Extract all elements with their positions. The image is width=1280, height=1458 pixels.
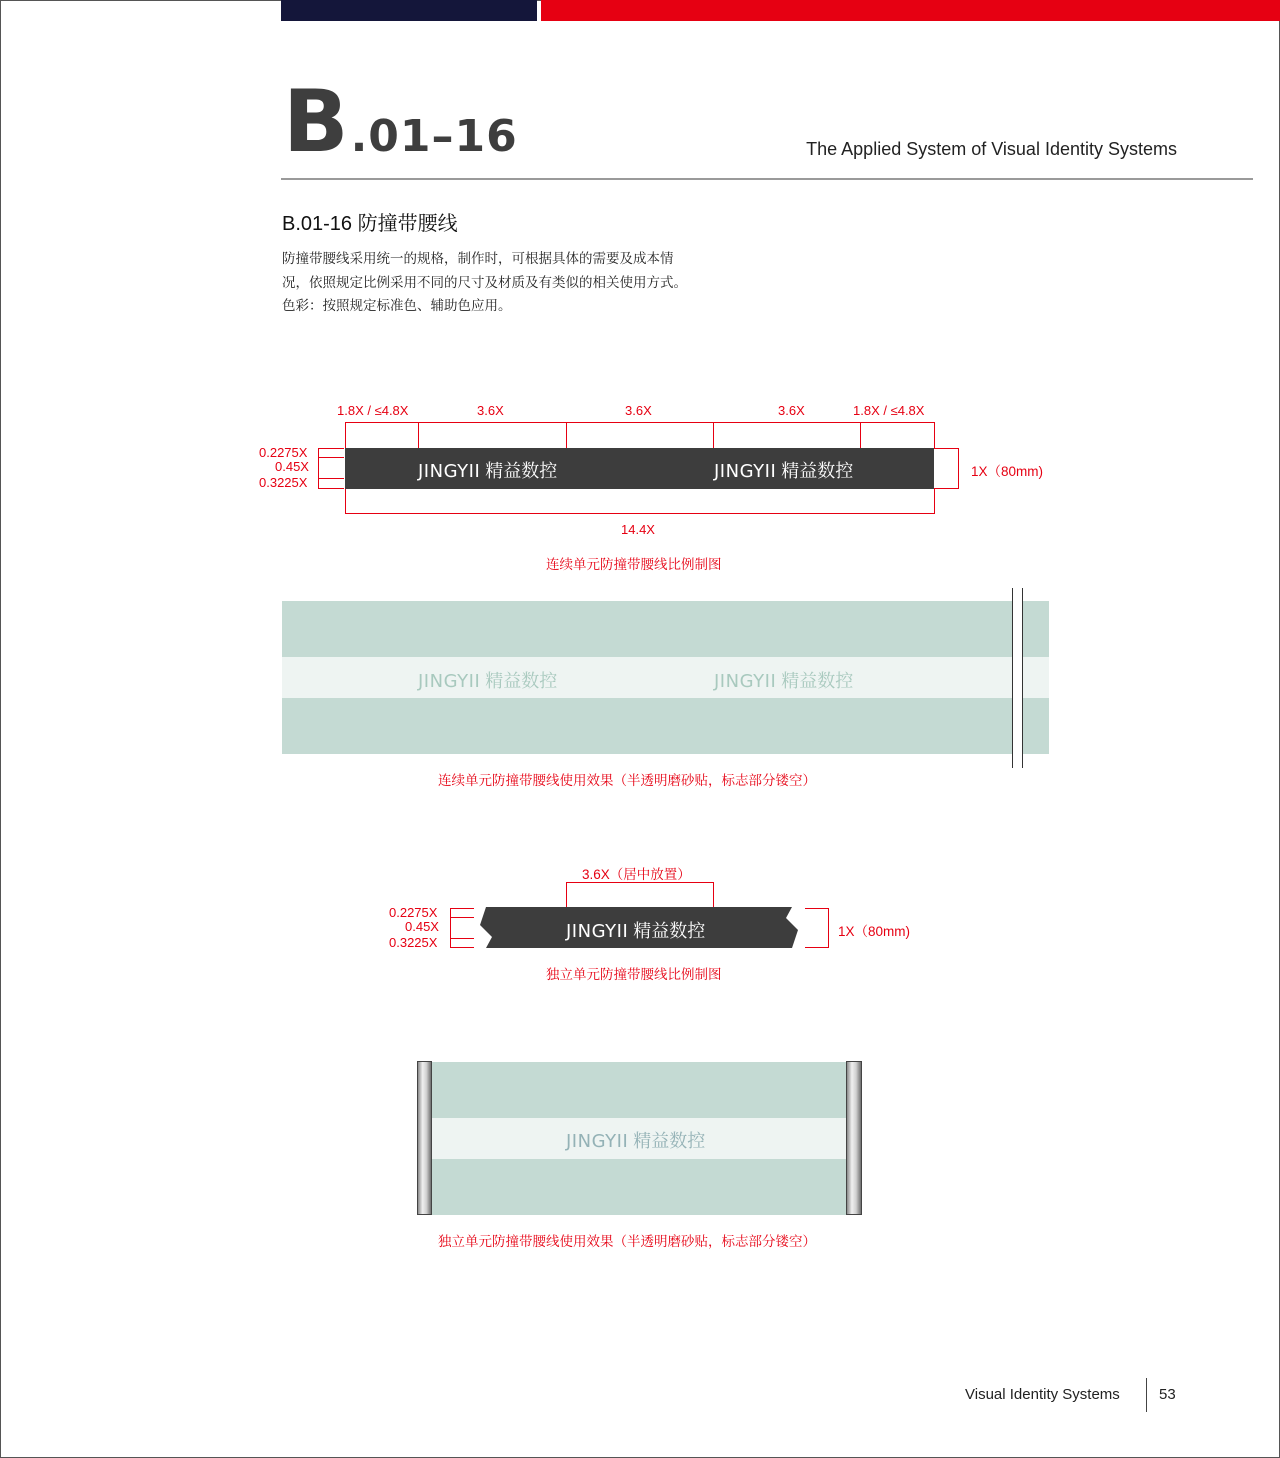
brand-logo: JINGYII 精益数控 bbox=[418, 461, 558, 482]
dim-tick bbox=[805, 947, 829, 948]
header-subtitle: The Applied System of Visual Identity Systems bbox=[806, 139, 1177, 159]
section-title: B.01-16 防撞带腰线 bbox=[282, 213, 458, 235]
dim-top-left: 1.8X / ≤4.8X bbox=[337, 403, 409, 418]
dim-tick bbox=[318, 448, 319, 489]
logo-dimension-bracket bbox=[566, 882, 714, 908]
description-line: 色彩：按照规定标准色、辅助色应用。 bbox=[282, 298, 512, 314]
dim-tick bbox=[958, 448, 959, 489]
dim-left-1: 0.2275X bbox=[389, 905, 438, 920]
dim-tick bbox=[450, 947, 474, 948]
dim-logo-width: 3.6X（居中放置） bbox=[582, 867, 691, 882]
brand-logo: JINGYII 精益数控 bbox=[714, 461, 854, 482]
header-navy-bar bbox=[281, 0, 537, 21]
dim-left-3: 0.3225X bbox=[259, 475, 308, 490]
description-line: 防撞带腰线采用统一的规格，制作时，可根据具体的需要及成本情 bbox=[282, 251, 674, 267]
effect-caption: 连续单元防撞带腰线使用效果（半透明磨砂贴，标志部分镂空） bbox=[438, 773, 816, 789]
section-code bbox=[283, 72, 518, 172]
header-red-bar bbox=[541, 0, 1280, 21]
dim-tick bbox=[318, 457, 344, 458]
glass-frame-post-right bbox=[846, 1061, 862, 1215]
dim-divider bbox=[566, 422, 567, 449]
dim-total-width: 14.4X bbox=[621, 522, 655, 537]
dim-tick bbox=[935, 488, 959, 489]
dim-tick bbox=[450, 938, 474, 939]
dim-tick bbox=[805, 908, 829, 909]
dim-tick bbox=[935, 448, 959, 449]
dim-tick bbox=[318, 478, 344, 479]
dim-top-right: 1.8X / ≤4.8X bbox=[853, 403, 925, 418]
description-line: 况，依照规定比例采用不同的尺寸及材质及有类似的相关使用方式。 bbox=[282, 274, 687, 291]
dim-height: 1X（80mm) bbox=[838, 924, 911, 939]
dim-left-3: 0.3225X bbox=[389, 935, 438, 950]
section-code-letter: B bbox=[283, 72, 347, 172]
dim-divider bbox=[418, 422, 419, 449]
bottom-dimension-bracket bbox=[345, 488, 935, 514]
dim-tick bbox=[450, 908, 451, 948]
dim-divider bbox=[860, 422, 861, 449]
dim-left-1: 0.2275X bbox=[259, 445, 308, 460]
header-divider bbox=[281, 178, 1253, 180]
dim-tick bbox=[450, 917, 474, 918]
brand-logo-cutout: JINGYII 精益数控 bbox=[566, 1131, 706, 1152]
glass-frame-post-left bbox=[417, 1061, 432, 1215]
dim-left-2: 0.45X bbox=[405, 919, 439, 934]
footer-divider bbox=[1146, 1378, 1147, 1412]
brand-logo: JINGYII 精益数控 bbox=[566, 921, 706, 942]
waistline-strip bbox=[282, 657, 1049, 698]
dim-height: 1X（80mm) bbox=[971, 464, 1044, 479]
footer-title: Visual Identity Systems bbox=[965, 1386, 1120, 1403]
dim-divider bbox=[713, 422, 714, 449]
section-code-number: .01–16 bbox=[350, 111, 518, 162]
dim-top-3: 3.6X bbox=[625, 403, 652, 418]
brand-logo-cutout: JINGYII 精益数控 bbox=[418, 671, 558, 692]
glass-door-gap bbox=[1012, 588, 1023, 768]
effect-caption: 独立单元防撞带腰线使用效果（半透明磨砂贴，标志部分镂空） bbox=[438, 1234, 816, 1250]
diagram-caption: 独立单元防撞带腰线比例制图 bbox=[546, 967, 722, 983]
dim-top-2: 3.6X bbox=[477, 403, 504, 418]
page-number: 53 bbox=[1159, 1386, 1176, 1403]
diagram-caption: 连续单元防撞带腰线比例制图 bbox=[546, 557, 722, 573]
dim-left-2: 0.45X bbox=[275, 459, 309, 474]
dim-tick bbox=[828, 908, 829, 948]
section-description bbox=[282, 248, 722, 319]
top-dimension-bracket bbox=[345, 422, 935, 449]
dim-tick bbox=[318, 448, 344, 449]
dim-tick bbox=[318, 488, 344, 489]
dim-tick bbox=[450, 908, 474, 909]
brand-logo-cutout: JINGYII 精益数控 bbox=[714, 671, 854, 692]
dim-top-4: 3.6X bbox=[778, 403, 805, 418]
